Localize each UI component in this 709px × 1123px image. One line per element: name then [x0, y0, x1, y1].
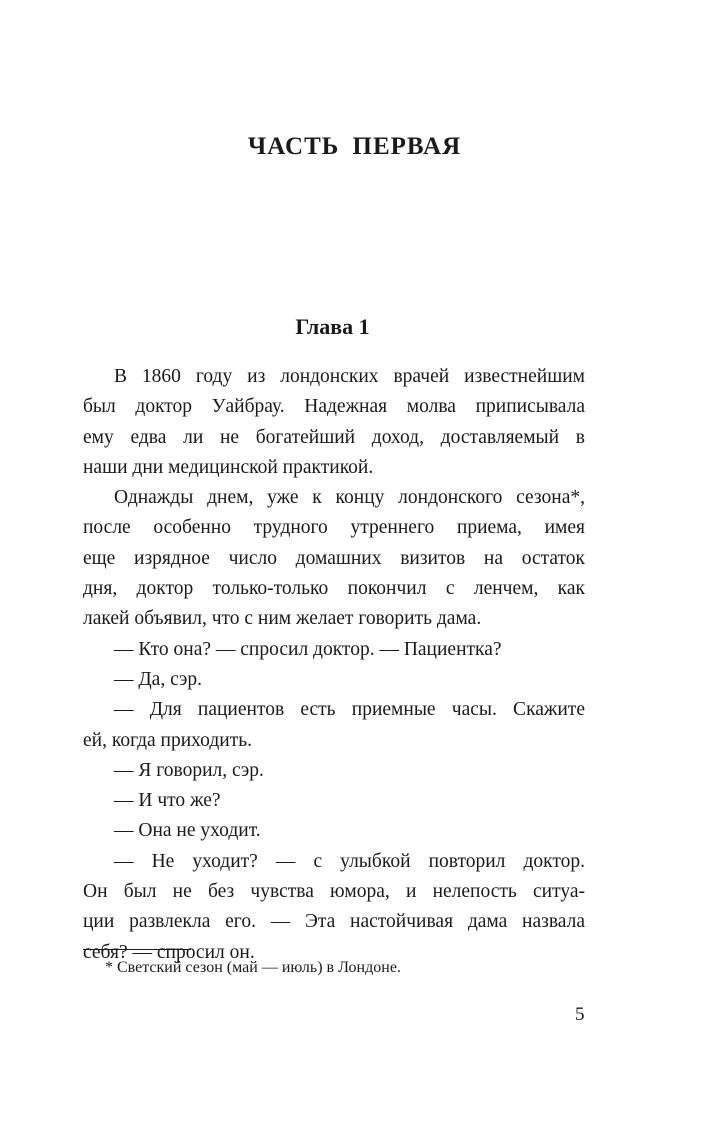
text-line: — Не уходит? — с улыбкой повторил доктор. — [114, 850, 585, 872]
chapter-title — [0, 314, 709, 340]
text-line: — И что же? — [114, 790, 221, 812]
text-line: после особенно трудного утреннего приема, имея — [83, 517, 585, 539]
text-line: В 1860 году из лондонских врачей известнейшим — [114, 366, 585, 387]
text-line: лакей объявил, что с ним желает говорить дама. — [83, 608, 482, 630]
chapter-title-text: Глава 1 — [295, 314, 370, 339]
text-line: себя? — спросил он. — [83, 941, 255, 963]
text-line: Он был не без чувства юмора, и нелепость ситуа- — [83, 881, 585, 903]
text-line: Однажды днем, уже к концу лондонского сезона*, — [114, 487, 585, 509]
text-line: был доктор Уайбрау. Надежная молва приписывала — [83, 396, 585, 418]
part-title: ЧАСТЬ ПЕРВАЯ — [247, 133, 462, 160]
footnote: * Светский сезон (май — июль) в Лондоне. — [105, 959, 401, 976]
text-line: — Я говорил, сэр. — [114, 759, 264, 781]
text-line: наши дни медицинской практикой. — [83, 456, 374, 478]
text-line: — Она не уходит. — [114, 820, 261, 842]
text-line: дня, доктор только-только покончил с ленчем, как — [83, 578, 585, 600]
text-line: ему едва ли не богатейший доход, доставляемый в — [83, 426, 585, 448]
text-line: — Кто она? — спросил доктор. — Пациентка? — [114, 638, 502, 660]
text-line: ции развлекла его. — Эта настойчивая дама назвала — [83, 911, 585, 933]
text-line: — Да, сэр. — [114, 668, 202, 690]
footnote-divider — [83, 949, 191, 950]
body-text — [83, 362, 585, 968]
text-line: еще изрядное число домашних визитов на остаток — [83, 547, 585, 569]
text-line: ей, когда приходить. — [83, 729, 253, 751]
text-line: — Для пациентов есть приемные часы. Скажите — [114, 699, 585, 721]
page-number: 5 — [575, 1004, 585, 1025]
